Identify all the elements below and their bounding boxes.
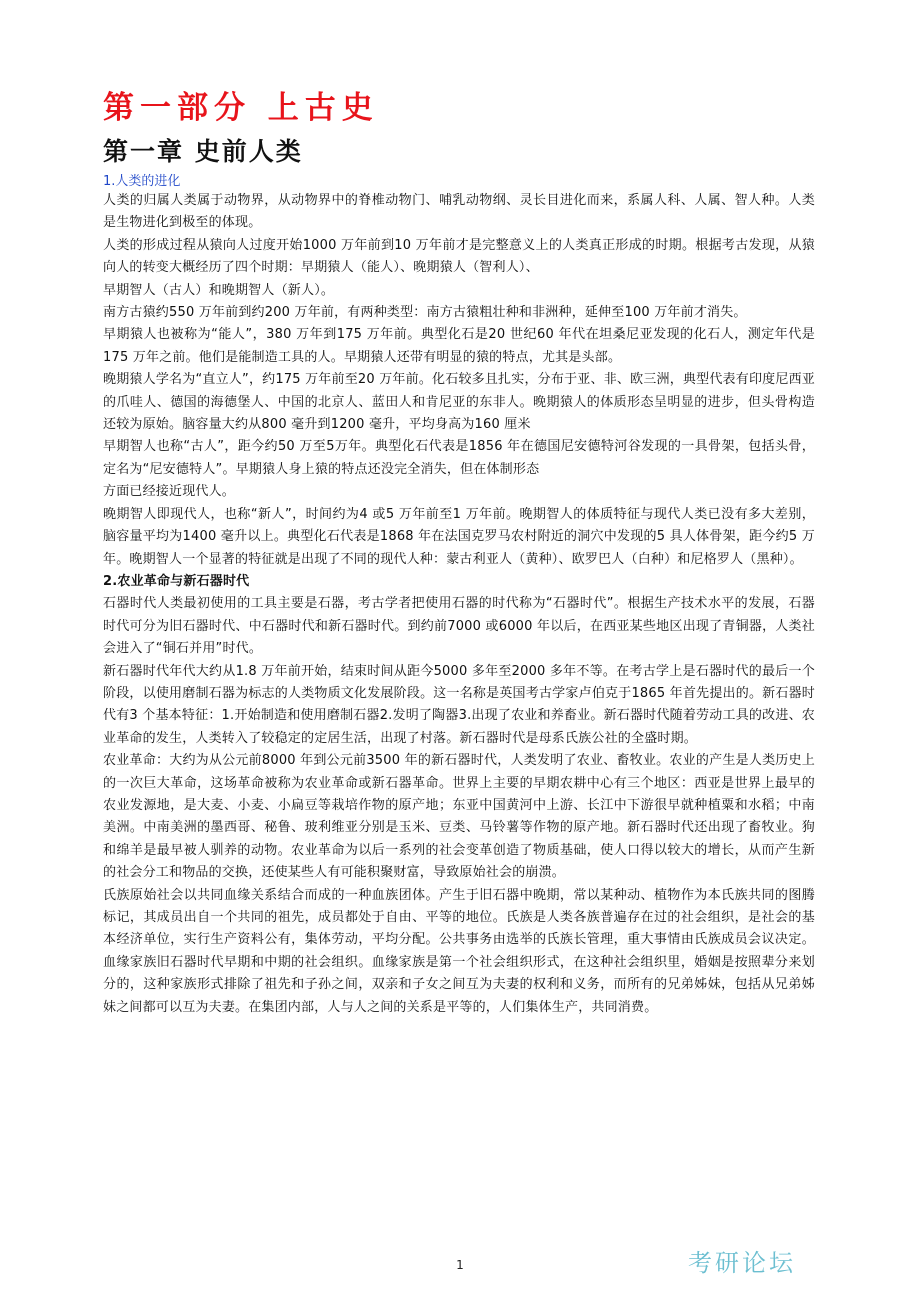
- section-heading-human-evolution: 1.人类的进化: [103, 174, 181, 189]
- paragraph: 农业革命：大约为从公元前8000 年到公元前3500 年的新石器时代，人类发明了农业、畜牧业。农业的产生是人类历史上的一次巨大革命，这场革命被称为农业革命或新石器革命。世界上主要的早期农耕中心有三个地区：西亚是世界上最早的农业发源地，是大麦、小麦、小扁豆等栽培作物的原产地；东亚中国黄河中上游、长江中下游很早就种植粟和水稻；中南美洲。中南美洲的墨西哥、秘鲁、玻利维亚分别是玉米、豆类、马铃薯等作物的原产地。新石器时代还出现了畜牧业。狗和绵羊是最早被人驯养的动物。农业革命为以后一系列的社会变革创造了物质基础，使人口得以较大的增长，从而产生新的社会分工和物品的交换，还使某些人有可能积聚财富，导致原始社会的崩溃。: [103, 753, 815, 881]
- paragraph: 早期猿人也被称为“能人”，380 万年到175 万年前。典型化石是20 世纪60 年代在坦桑尼亚发现的化石人，测定年代是175 万年之前。他们是能制造工具的人。早期猿人还带有明显的猿的特点，尤其是头部。: [103, 327, 815, 365]
- paragraph: 氏族原始社会以共同血缘关系结合而成的一种血族团体。产生于旧石器中晚期，常以某种动、植物作为本氏族共同的图腾标记，其成员出自一个共同的祖先，成员都处于自由、平等的地位。氏族是人类各族普遍存在过的社会组织，是社会的基本经济单位，实行生产资料公有，集体劳动，平均分配。公共事务由选举的氏族长管理，重大事情由氏族成员会议决定。血缘家族旧石器时代早期和中期的社会组织。血缘家族是第一个社会组织形式，在这种社会组织里，婚姻是按照辈分来划分的，这种家族形式排除了祖先和子孙之间，双亲和子女之间互为夫妻的权利和义务，而所有的兄弟姊妹，包括从兄弟姊妹之间都可以互为夫妻。在集团内部，人与人之间的关系是平等的，人们集体生产，共同消费。: [103, 887, 815, 1015]
- watermark-logo: 考研论坛: [688, 1249, 796, 1277]
- paragraph: 晚期智人即现代人，也称“新人”，时间约为4 或5 万年前至1 万年前。晚期智人的体质特征与现代人类已没有多大差别，脑容量平均为1400 毫升以上。典型化石代表是1868 年在法国克罗马农村附近的洞穴中发现的5 具人体骨架，距今约5 万年。晚期智人一个显著的特征就是出现了不同的现代人种：蒙古利亚人（黄种）、欧罗巴人（白种）和尼格罗人（黑种）。: [103, 506, 815, 567]
- paragraph: 人类的形成过程从猿向人过度开始1000 万年前到10 万年前才是完整意义上的人类真正形成的时期。根据考古发现，从猿向人的转变大概经历了四个时期：早期猿人（能人）、晚期猿人（智利人）、: [103, 237, 815, 276]
- paragraph: 南方古猿约550 万年前到约200 万年前，有两种类型：南方古猿粗壮种和非洲种，延伸至100 万年前才消失。: [103, 305, 747, 321]
- part-title: 第一部分 上古史: [103, 90, 379, 126]
- page-number: 1: [456, 1258, 464, 1272]
- chapter-title: 第一章 史前人类: [103, 137, 303, 166]
- paragraph: 方面已经接近现代人。: [103, 484, 236, 500]
- paragraph: 人类的归属人类属于动物界，从动物界中的脊椎动物门、哺乳动物纲、灵长目进化而来，系属人科、人属、智人种。人类是生物进化到极至的体现。: [103, 193, 815, 231]
- paragraph: 早期智人也称“古人”，距今约50 万至5万年。典型化石代表是1856 年在德国尼安德特河谷发现的一具骨架，包括头骨，定名为“尼安德特人”。早期猿人身上猿的特点还没完全消失，但在体制形态: [103, 439, 815, 477]
- paragraph: 石器时代人类最初使用的工具主要是石器，考古学者把使用石器的时代称为“石器时代”。根据生产技术水平的发展，石器时代可分为旧石器时代、中石器时代和新石器时代。到约前7000 或6000 年以后，在西亚某些地区出现了青铜器，人类社会进入了“铜石并用”时代。: [103, 596, 815, 657]
- paragraph: 晚期猿人学名为“直立人”，约175 万年前至20 万年前。化石较多且扎实，分布于亚、非、欧三洲，典型代表有印度尼西亚的爪哇人、德国的海德堡人、中国的北京人、蓝田人和肯尼亚的东非人。晚期猿人的体质形态呈明显的进步，但头骨构造还较为原始。脑容量大约从800 毫升到1200 毫升，平均身高为160 厘米: [103, 372, 815, 433]
- section-heading-agricultural-revolution: 2.农业革命与新石器时代: [103, 573, 250, 589]
- paragraph: 早期智人（古人）和晚期智人（新人）。: [103, 282, 335, 298]
- body-text: [103, 190, 815, 1019]
- paragraph: 新石器时代年代大约从1.8 万年前开始，结束时间从距今5000 多年至2000 多年不等。在考古学上是石器时代的最后一个阶段，以使用磨制石器为标志的人类物质文化发展阶段。这一名称是英国考古学家卢伯克于1865 年首先提出的。新石器时代有3 个基本特征：1.开始制造和使用磨制石器2.发明了陶器3.出现了农业和养畜业。新石器时代随着劳动工具的改进、农业革命的发生，人类转入了较稳定的定居生活，出现了村落。新石器时代是母系氏族公社的全盛时期。: [103, 663, 815, 746]
